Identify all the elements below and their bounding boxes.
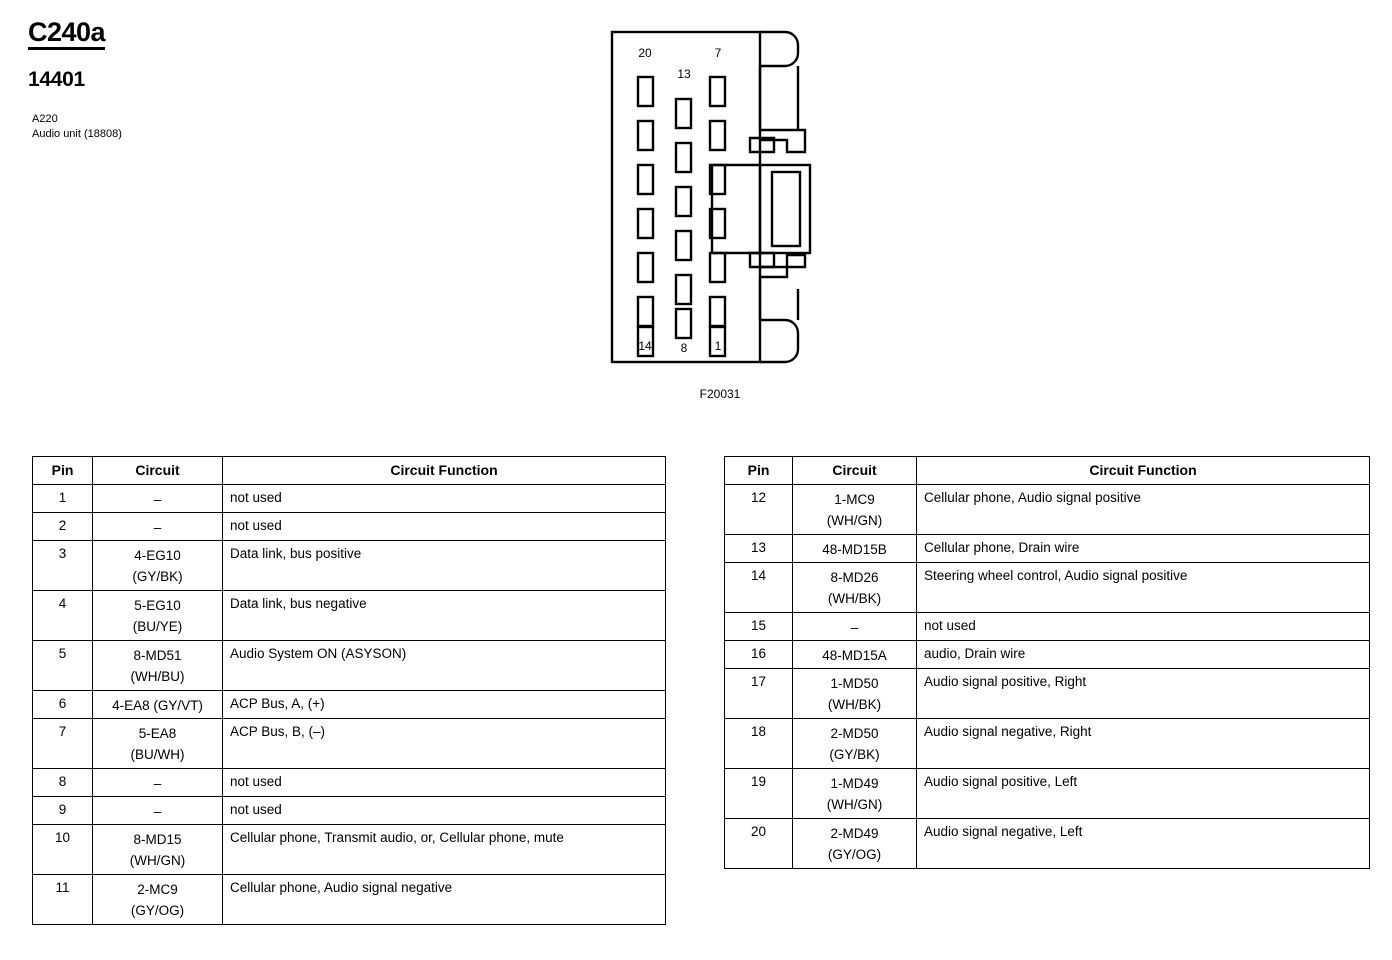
pin-label-top-left: 20 (638, 46, 652, 60)
cell-pin-number: 8 (33, 769, 93, 797)
component-name: Audio unit (18808) (32, 128, 122, 141)
pin-label-bottom-left: 14 (638, 339, 652, 353)
cell-pin-number: 15 (725, 613, 793, 641)
cell-circuit-function: not used (223, 797, 666, 825)
cell-circuit-function: not used (223, 485, 666, 513)
cell-circuit-function: ACP Bus, A, (+) (223, 691, 666, 719)
component-info (32, 112, 122, 142)
circuit-code: 8-MD26 (830, 570, 879, 585)
circuit-code: 2-MD49 (830, 826, 879, 841)
cell-circuit-id (793, 563, 917, 613)
pin-label-bottom-middle: 8 (680, 341, 688, 355)
table-row (725, 719, 1370, 769)
cell-circuit-id (793, 613, 917, 641)
cell-circuit-function: not used (917, 613, 1370, 641)
cell-pin-number: 19 (725, 769, 793, 819)
cell-circuit-function: Audio signal positive, Left (917, 769, 1370, 819)
cavity-pin-20 (638, 77, 653, 106)
cell-pin-number: 9 (33, 797, 93, 825)
cell-pin-number: 14 (725, 563, 793, 613)
table-row (33, 485, 666, 513)
table-row (33, 691, 666, 719)
circuit-wire-color: (BU/YE) (132, 618, 183, 634)
circuit-code: 2-MC9 (137, 882, 178, 897)
cavity-pin-2 (710, 297, 725, 326)
cell-circuit-function: not used (223, 769, 666, 797)
cell-pin-number: 18 (725, 719, 793, 769)
cell-circuit-function: audio, Drain wire (917, 641, 1370, 669)
cell-circuit-id (93, 875, 223, 925)
connector-top-tab (760, 32, 798, 66)
table-row (33, 513, 666, 541)
cell-circuit-function: Cellular phone, Transmit audio, or, Cellular phone, mute (223, 825, 666, 875)
cell-circuit-function: Data link, bus positive (223, 541, 666, 591)
circuit-wire-color: (BU/WH) (130, 746, 185, 762)
cell-circuit-function: Audio signal positive, Right (917, 669, 1370, 719)
cell-circuit-id (93, 691, 223, 719)
cavity-pin-8 (676, 309, 691, 338)
table-row (33, 541, 666, 591)
pin-table-right (724, 456, 1370, 869)
cavity-pin-9 (676, 275, 691, 304)
column-header-function: Circuit Function (917, 457, 1370, 485)
table-row (725, 535, 1370, 563)
circuit-wire-color: (WH/BK) (827, 590, 882, 606)
table-row (33, 769, 666, 797)
cell-pin-number: 5 (33, 641, 93, 691)
circuit-wire-color: (WH/GN) (129, 852, 186, 868)
connector-latch-window (772, 172, 800, 246)
table-row (33, 875, 666, 925)
circuit-wire-color: (GY/OG) (130, 902, 185, 918)
cell-pin-number: 3 (33, 541, 93, 591)
cell-circuit-function: ACP Bus, B, (–) (223, 719, 666, 769)
cell-pin-number: 17 (725, 669, 793, 719)
circuit-wire-color: (WH/BU) (130, 668, 185, 684)
figure-caption: F20031 (699, 387, 741, 401)
column-header-circuit: Circuit (793, 457, 917, 485)
cell-pin-number: 1 (33, 485, 93, 513)
connector-svg (600, 20, 830, 380)
connector-lower-hook (760, 255, 805, 277)
cell-circuit-id (93, 591, 223, 641)
cell-circuit-function: Audio signal negative, Left (917, 819, 1370, 869)
cell-circuit-function: Cellular phone, Audio signal negative (223, 875, 666, 925)
cavity-pin-6 (710, 121, 725, 150)
cell-circuit-function: Data link, bus negative (223, 591, 666, 641)
circuit-code: 8-MD51 (133, 648, 182, 663)
table-row (33, 825, 666, 875)
column-header-function: Circuit Function (223, 457, 666, 485)
table-row (33, 641, 666, 691)
cell-circuit-id (793, 719, 917, 769)
cell-circuit-id (93, 641, 223, 691)
connector-header (28, 18, 122, 142)
column-header-circuit: Circuit (93, 457, 223, 485)
cell-circuit-id (93, 797, 223, 825)
table-header-row (725, 457, 1370, 485)
connector-lower-nub (750, 253, 774, 267)
cell-circuit-id (93, 769, 223, 797)
column-header-pin: Pin (33, 457, 93, 485)
cell-circuit-id (93, 485, 223, 513)
cell-circuit-function: Audio signal negative, Right (917, 719, 1370, 769)
table-row (33, 797, 666, 825)
circuit-wire-color: (GY/BK) (829, 746, 880, 762)
circuit-code: – (153, 492, 162, 507)
circuit-code: 4-EG10 (134, 548, 181, 563)
cavity-pin-15 (638, 297, 653, 326)
cell-circuit-id (93, 719, 223, 769)
cell-pin-number: 7 (33, 719, 93, 769)
cavity-pin-16 (638, 253, 653, 282)
cell-pin-number: 13 (725, 535, 793, 563)
cavity-pin-19 (638, 121, 653, 150)
table-row (725, 563, 1370, 613)
table-header-row (33, 457, 666, 485)
cell-circuit-id (793, 769, 917, 819)
cell-pin-number: 2 (33, 513, 93, 541)
cavity-pin-11 (676, 187, 691, 216)
cavity-pin-3 (710, 253, 725, 282)
circuit-wire-color: (WH/BK) (827, 696, 882, 712)
cell-pin-number: 16 (725, 641, 793, 669)
cell-pin-number: 11 (33, 875, 93, 925)
pin-label-bottom-right: 1 (714, 339, 722, 353)
circuit-code: 5-EA8 (138, 726, 177, 741)
connector-body (612, 32, 760, 362)
cell-pin-number: 4 (33, 591, 93, 641)
circuit-code: 8-MD15 (133, 832, 182, 847)
cavity-pin-10 (676, 231, 691, 260)
circuit-code: 1-MC9 (834, 492, 875, 507)
table-row (725, 641, 1370, 669)
circuit-code: – (153, 520, 162, 535)
cell-circuit-id (793, 641, 917, 669)
circuit-wire-color: (GY/BK) (132, 568, 183, 584)
cell-circuit-function: Cellular phone, Audio signal positive (917, 485, 1370, 535)
pin-table-left (32, 456, 666, 925)
table-row (725, 669, 1370, 719)
cavity-pin-13 (676, 99, 691, 128)
circuit-wire-color: (WH/GN) (826, 796, 883, 812)
cell-circuit-id (793, 819, 917, 869)
table-row (725, 769, 1370, 819)
circuit-code: – (153, 776, 162, 791)
circuit-code: 1-MD50 (830, 676, 879, 691)
cell-circuit-id (93, 513, 223, 541)
cell-pin-number: 12 (725, 485, 793, 535)
cell-pin-number: 10 (33, 825, 93, 875)
pin-label-top-middle: 13 (677, 67, 691, 81)
cell-pin-number: 6 (33, 691, 93, 719)
connector-latch-plate (760, 165, 810, 253)
circuit-code: 5-EG10 (134, 598, 181, 613)
part-number: 14401 (28, 68, 85, 92)
table-row (725, 819, 1370, 869)
cavity-pin-12 (676, 143, 691, 172)
table-row (33, 591, 666, 641)
cavity-pin-17 (638, 209, 653, 238)
cell-circuit-id (93, 825, 223, 875)
circuit-code: 4-EA8 (GY/VT) (112, 698, 203, 713)
pin-label-top-right: 7 (714, 46, 722, 60)
circuit-code: 48-MD15B (822, 542, 887, 557)
connector-upper-hook (760, 130, 805, 152)
circuit-wire-color: (WH/GN) (826, 512, 883, 528)
cell-circuit-id (93, 541, 223, 591)
circuit-code: 48-MD15A (822, 648, 887, 663)
column-header-pin: Pin (725, 457, 793, 485)
connector-title: C240a (28, 18, 105, 50)
cell-circuit-function: Audio System ON (ASYSON) (223, 641, 666, 691)
circuit-code: 2-MD50 (830, 726, 879, 741)
component-code: A220 (32, 113, 58, 126)
circuit-code: 1-MD49 (830, 776, 879, 791)
cell-circuit-id (793, 535, 917, 563)
cell-circuit-function: Steering wheel control, Audio signal positive (917, 563, 1370, 613)
connector-diagram (600, 20, 830, 410)
cell-circuit-function: not used (223, 513, 666, 541)
cell-circuit-id (793, 485, 917, 535)
table-row (725, 485, 1370, 535)
cavity-pin-18 (638, 165, 653, 194)
cell-circuit-function: Cellular phone, Drain wire (917, 535, 1370, 563)
table-row (725, 613, 1370, 641)
connector-bottom-tab (760, 320, 798, 362)
circuit-code: – (850, 620, 859, 635)
cell-pin-number: 20 (725, 819, 793, 869)
table-row (33, 719, 666, 769)
circuit-code: – (153, 804, 162, 819)
circuit-wire-color: (GY/OG) (827, 846, 882, 862)
cell-circuit-id (793, 669, 917, 719)
cavity-pin-7 (710, 77, 725, 106)
